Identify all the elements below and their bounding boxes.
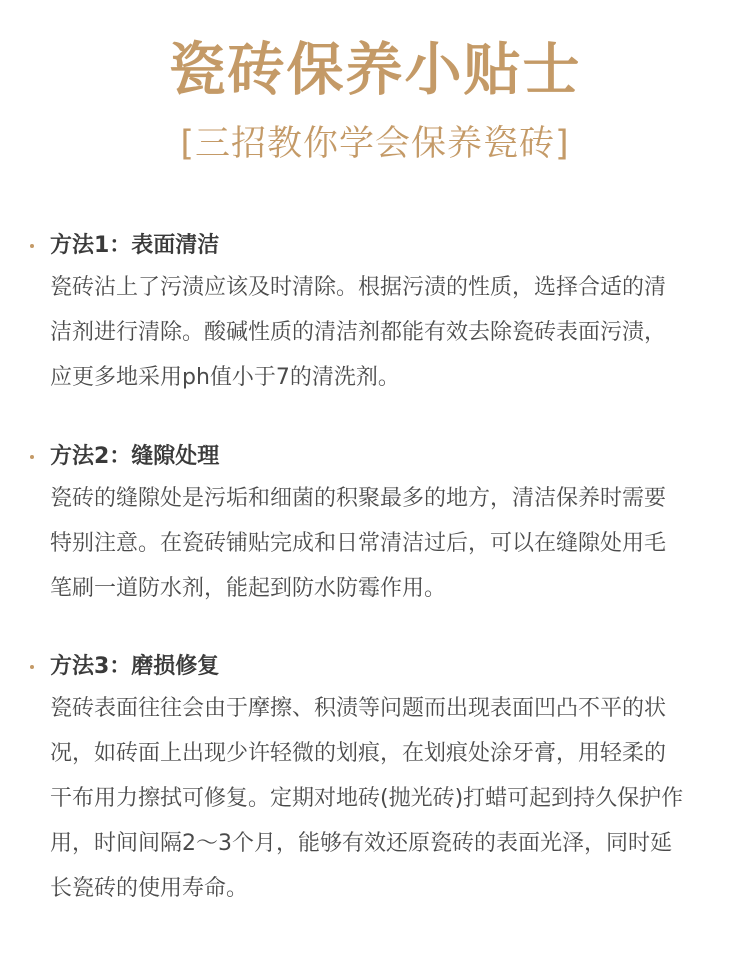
body-line: 用，时间间隔2～3个月，能够有效还原瓷砖的表面光泽，同时延 [50, 831, 672, 856]
section-body [50, 686, 730, 911]
section-body [50, 476, 730, 611]
body-line: 笔刷一道防水剂，能起到防水防霉作用。 [50, 576, 447, 601]
body-line: 瓷砖的缝隙处是污垢和细菌的积聚最多的地方，清洁保养时需要 [50, 486, 667, 511]
body-line: 瓷砖沾上了污渍应该及时清除。根据污渍的性质，选择合适的清 [50, 275, 667, 300]
page-title: 瓷砖保养小贴士 [168, 37, 582, 103]
section-body [50, 265, 730, 400]
body-line: 况，如砖面上出现少许轻微的划痕，在划痕处涂牙膏，用轻柔的 [50, 741, 667, 766]
body-line: 应更多地采用ph值小于7的清洗剂。 [50, 365, 400, 390]
body-line: 特别注意。在瓷砖铺贴完成和日常清洁过后，可以在缝隙处用毛 [50, 531, 667, 556]
section-heading: 方法3：磨损修复 [50, 654, 220, 679]
body-line: 瓷砖表面往往会由于摩擦、积渍等问题而出现表面凹凸不平的状 [50, 696, 667, 721]
body-line: 长瓷砖的使用寿命。 [50, 876, 249, 901]
bullet-dot-icon [30, 665, 34, 669]
body-line: 干布用力擦拭可修复。定期对地砖(抛光砖)打蜡可起到持久保护作 [50, 786, 684, 811]
body-line: 洁剂进行清除。酸碱性质的清洁剂都能有效去除瓷砖表面污渍， [50, 320, 667, 345]
page-subtitle: [三招教你学会保养瓷砖] [180, 124, 570, 164]
method-section-2 [0, 440, 750, 610]
bullet-dot-icon [30, 244, 34, 248]
section-heading: 方法1：表面清洁 [50, 233, 220, 258]
method-section-3 [0, 650, 750, 910]
section-heading: 方法2：缝隙处理 [50, 444, 220, 469]
method-section-1 [0, 229, 750, 399]
bullet-dot-icon [30, 455, 34, 459]
